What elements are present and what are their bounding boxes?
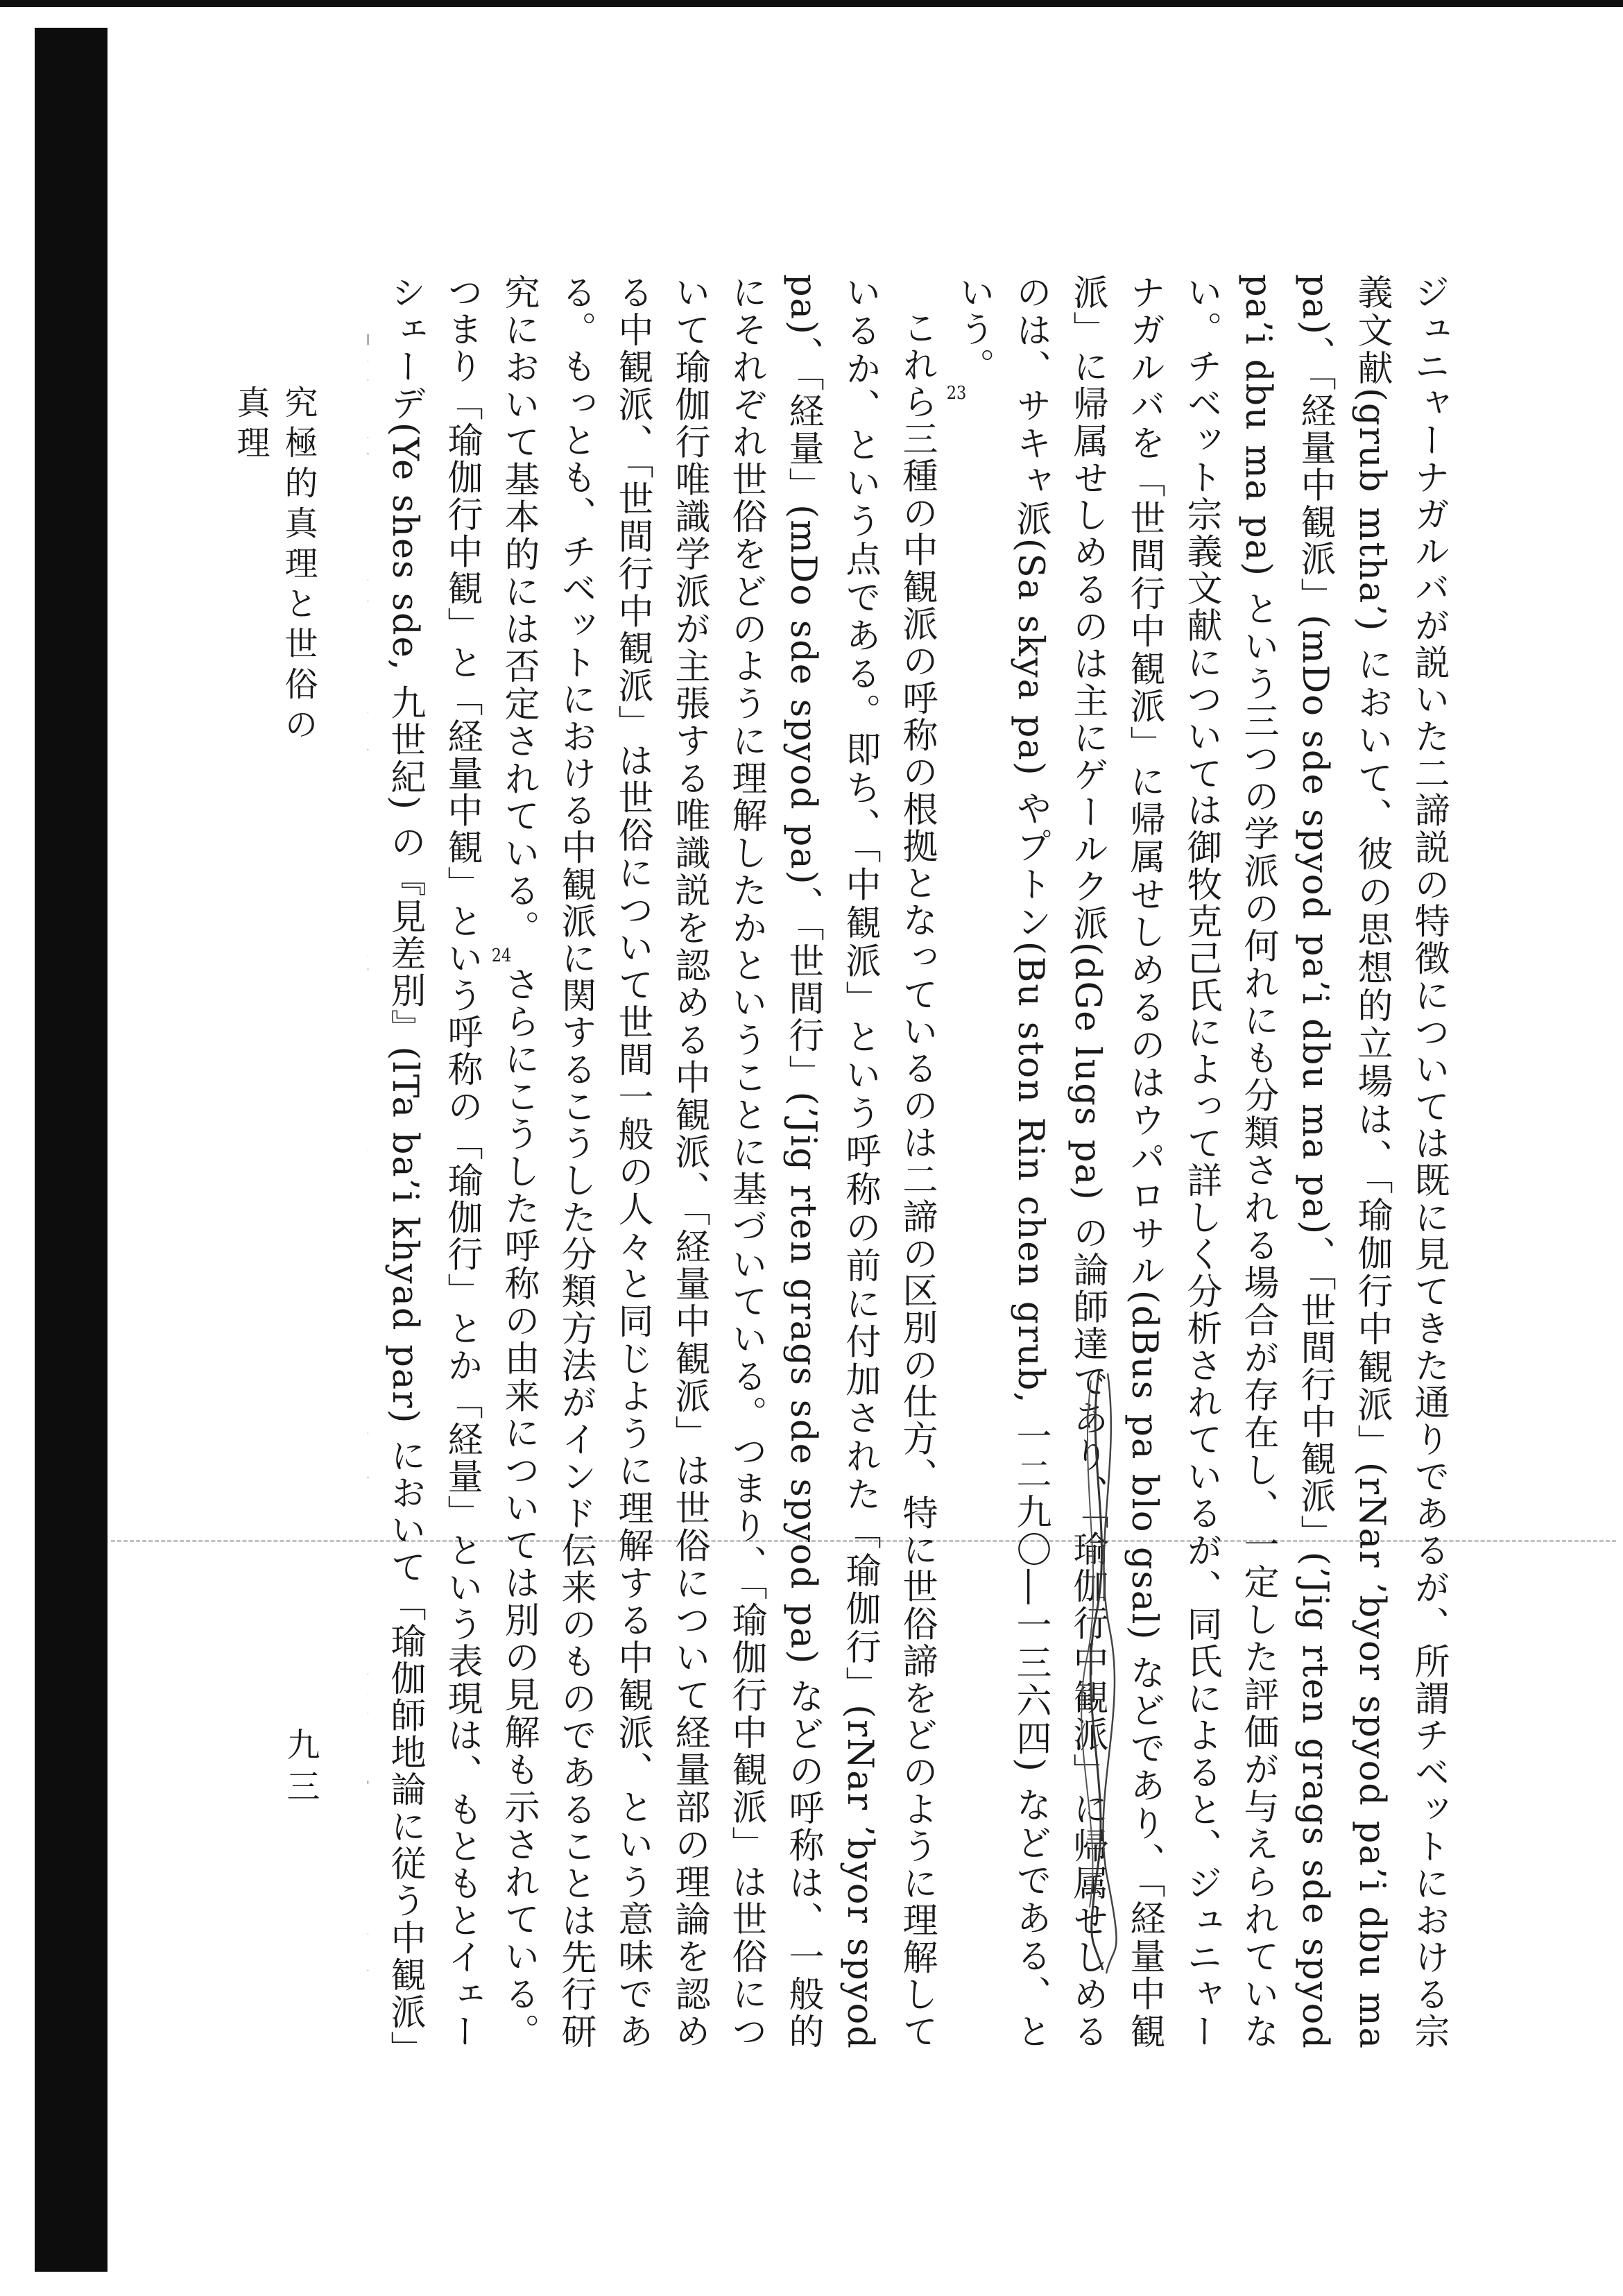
paragraph-text: さらにこうした呼称の由来については別の見解も示されている。つまり「瑜伽行中観」と「経量中観」という呼称の「瑜伽行」とか「経量」という表現は、もともとイェーシェーデ(Ye shes sde, 九世紀) の『見差別』(lTa ba’i khyad par) において「瑜伽師地論に従う中観派」 xyxy=(384,274,539,2050)
paragraph-2 xyxy=(368,274,945,2050)
footnote-marker[interactable]: 24 xyxy=(491,947,512,966)
page-number: 九三 xyxy=(281,1727,320,1810)
footnote-marker[interactable]: 23 xyxy=(946,384,967,402)
body-text xyxy=(368,274,1457,2050)
running-title: 究極的真理と世俗の真理 xyxy=(231,385,318,747)
paragraph-text: これら三種の中観派の呼称の根拠となっているのは二諦の区別の仕方、特に世俗諦をどのように理解しているか、という点である。即ち、「中観派」という呼称の前に付加された「瑜伽行」(rNar ’byor spyod pa)、「経量」(mDo sde spyod pa)、「世間行」(’Jig rten grags sde spyod pa) などの呼称は、一般的にそれぞれ世俗をどのように理解したかということに基づいている。つまり、「瑜伽行中観派」は世俗について瑜伽行唯識学派が主張する唯識説を認める中観派、「経量中観派」は世俗について経量部の理論を認める中観派、「世間行中観派」は世俗について世間一般の人々と同じように理解する中観派、という意味である。もっとも、チベットにおける中観派に関するこうした分類方法がインド伝来のものであることは先行研究において基本的には否定されている。 xyxy=(498,274,937,2050)
handwritten-margin-marks xyxy=(1072,1367,1127,1977)
paragraph-text: ジュニャーナガルバが説いた二諦説の特徴については既に見てきた通りであるが、所謂チベットにおける宗義文献(grub mtha’) において、彼の思想的立場は、「瑜伽行中観派」(rNar ’byor spyod pa’i dbu ma pa)、「経量中観派」(mDo sde spyod pa’i dbu ma pa)、「世間行中観派」(’Jig rten grags sde spyod pa’i dbu ma pa) という三つの学派の何れにも分類される場合が存在し、一定した評価が与えられていない。チベット宗義文献については御牧克己氏によって詳しく分析されているが、同氏によると、ジュニャーナガルバを「世間行中観派」に帰属せしめるのはウパロサル(dBus pa blo gsal) などであり、「経量中観派」に帰属せしめるのは主にゲールク派(dGe lugs pa) の論師達であり、「瑜伽行中観派」に帰属せしめるのは、サキャ派(Sa skya pa) やプトン(Bu ston Rin chen grub, 一二九〇―一三六四) などである、という。 xyxy=(953,274,1449,2050)
scan-top-edge xyxy=(0,0,1623,7)
paragraph-1 xyxy=(945,274,1457,2050)
scan-binding-shadow xyxy=(35,28,108,2272)
